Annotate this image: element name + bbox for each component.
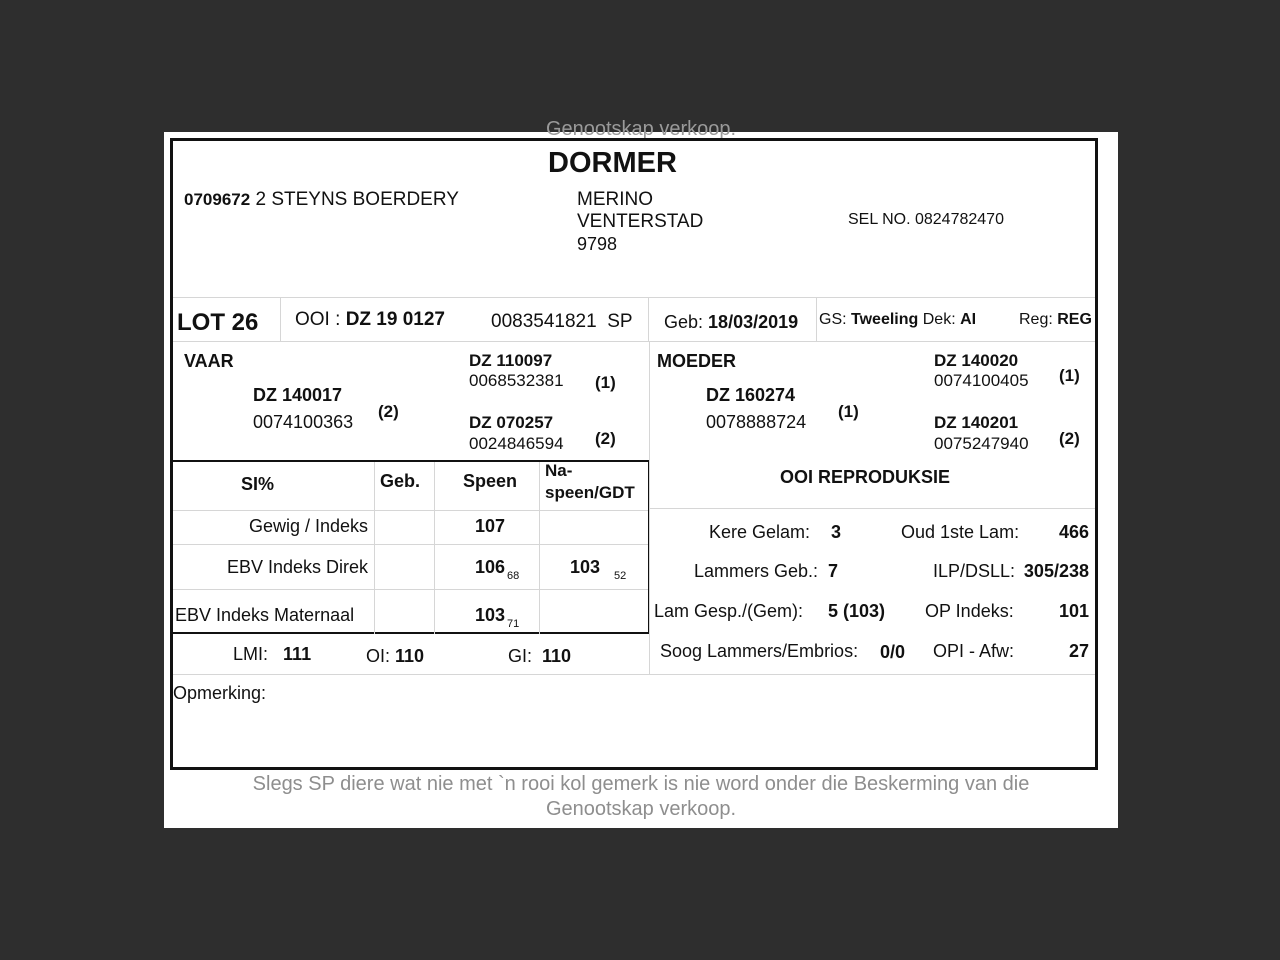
dam-sire-mark: (1): [1059, 366, 1080, 385]
ewe-id: [295, 309, 445, 331]
gs-value: Tweeling: [851, 311, 919, 328]
oi-value: 110: [395, 646, 425, 666]
opi-value: 27: [1068, 641, 1089, 661]
si-table: [173, 460, 650, 634]
birth-date: [664, 312, 798, 333]
naspeen-accuracy: 52: [614, 570, 627, 582]
sale-sheet: [164, 118, 1118, 828]
row-speen: [475, 605, 519, 630]
footer-note: [164, 772, 1118, 822]
dam-sire-id: DZ 140020: [934, 351, 1019, 370]
kere-label: Kere Gelam:: [708, 522, 810, 542]
lmi-value: 111: [283, 644, 312, 664]
gi-value: 110: [542, 646, 572, 666]
lammers-label: Lammers Geb.:: [693, 561, 818, 581]
cell-number: SEL NO. 0824782470: [848, 211, 1004, 228]
lam-label: Lam Gesp./(Gem):: [654, 601, 804, 621]
sp-marker: SP: [607, 311, 633, 332]
dam-heading: MOEDER: [657, 351, 737, 371]
lot-number: LOT 26: [177, 309, 259, 336]
ghost-footer-text: Genootskap verkoop.: [545, 118, 737, 140]
reg-label: Reg:: [1019, 311, 1053, 328]
row-naspeen: [570, 557, 626, 582]
breeder-name: 2 STEYNS BOERDERY: [255, 189, 459, 210]
op-value: 101: [1058, 601, 1089, 621]
footer-line-1: Slegs SP diere wat nie met `n rooi kol gemerk is nie word onder die Beskerming van die: [252, 773, 1030, 795]
ewe-reg: 0083541821: [491, 311, 597, 332]
lmi: [233, 644, 311, 665]
ilp-label: ILP/DSLL:: [933, 561, 1016, 581]
speen-value: 106: [475, 557, 506, 577]
lot-card: [170, 138, 1098, 770]
dam-id: DZ 160274: [706, 385, 796, 405]
soog-value: 0/0: [880, 642, 906, 662]
kere-value: 3: [831, 522, 842, 542]
sire-dam-id: DZ 070257: [469, 413, 554, 432]
dek-label: Dek:: [922, 311, 956, 328]
footer-line-2: Genootskap verkoop.: [545, 798, 737, 820]
naspeen-value: 103: [570, 557, 601, 577]
sire-reg: 0074100363: [253, 412, 354, 432]
sire-sire-id: DZ 110097: [469, 351, 553, 370]
remark-label: Opmerking:: [173, 683, 267, 703]
sire-dam-mark: (2): [595, 429, 616, 448]
registration: [1019, 311, 1092, 329]
birth-status: [819, 311, 976, 329]
gi: [508, 646, 571, 667]
farm-line3: 9798: [577, 234, 618, 254]
breeder-id: 0709672: [184, 190, 251, 209]
sire-id: DZ 140017: [253, 385, 343, 405]
ewe-label: OOI :: [295, 309, 341, 330]
si-header: SI%: [241, 474, 275, 494]
speen-accuracy: 71: [507, 618, 520, 630]
farm-line1: MERINO: [577, 189, 653, 210]
row-speen: 107: [475, 516, 506, 536]
row-label: EBV Indeks Direk: [226, 557, 368, 577]
lam-value: 5 (103): [828, 601, 886, 621]
oud-label: Oud 1ste Lam:: [901, 522, 1020, 542]
dam-dam-reg: 0075247940: [934, 434, 1029, 453]
lmi-label: LMI:: [233, 644, 269, 664]
ewe-number: DZ 19 0127: [345, 309, 445, 330]
oi-label: OI:: [366, 646, 391, 666]
ilp-value: 305/238: [1023, 561, 1089, 581]
sire-sire-reg: 0068532381: [469, 371, 564, 390]
ewe-registration: [491, 311, 633, 333]
dam-reg: 0078888724: [706, 412, 807, 432]
naspeen-header-2: speen/GDT: [545, 483, 635, 502]
speen-value: 103: [475, 605, 506, 625]
opi-label: OPI - Afw:: [933, 641, 1015, 661]
breeder: [184, 189, 459, 211]
sire-mark: (2): [378, 402, 399, 421]
row-speen: [475, 557, 519, 582]
naspeen-header-1: Na-: [545, 461, 573, 480]
farm-line2: VENTERSTAD: [577, 211, 704, 232]
lammers-value: 7: [828, 561, 839, 581]
row-label: Gewig / Indeks: [248, 516, 368, 536]
birth-label: Geb:: [664, 312, 704, 332]
dam-dam-mark: (2): [1059, 429, 1080, 448]
soog-label: Soog Lammers/Embrios:: [660, 641, 859, 661]
sire-sire-mark: (1): [595, 373, 616, 392]
gs-label: GS:: [819, 311, 847, 328]
oud-value: 466: [1058, 522, 1089, 542]
op-label: OP Indeks:: [925, 601, 1014, 621]
birth-value: 18/03/2019: [708, 312, 799, 332]
oi: [366, 646, 424, 667]
reg-value: REG: [1057, 311, 1092, 328]
speen-header: Speen: [463, 471, 518, 491]
breed-title: DORMER: [548, 147, 677, 179]
dam-sire-reg: 0074100405: [934, 371, 1029, 390]
speen-accuracy: 68: [507, 570, 520, 582]
row-label: EBV Indeks Maternaal: [175, 605, 355, 625]
sire-heading: VAAR: [184, 351, 234, 371]
gi-label: GI:: [508, 646, 533, 666]
dam-dam-id: DZ 140201: [934, 413, 1019, 432]
dam-mark: (1): [838, 402, 859, 421]
dek-value: AI: [960, 311, 977, 328]
sire-dam-reg: 0024846594: [469, 434, 564, 453]
reproduction-title: OOI REPRODUKSIE: [780, 467, 951, 487]
geb-header: Geb.: [380, 471, 421, 491]
